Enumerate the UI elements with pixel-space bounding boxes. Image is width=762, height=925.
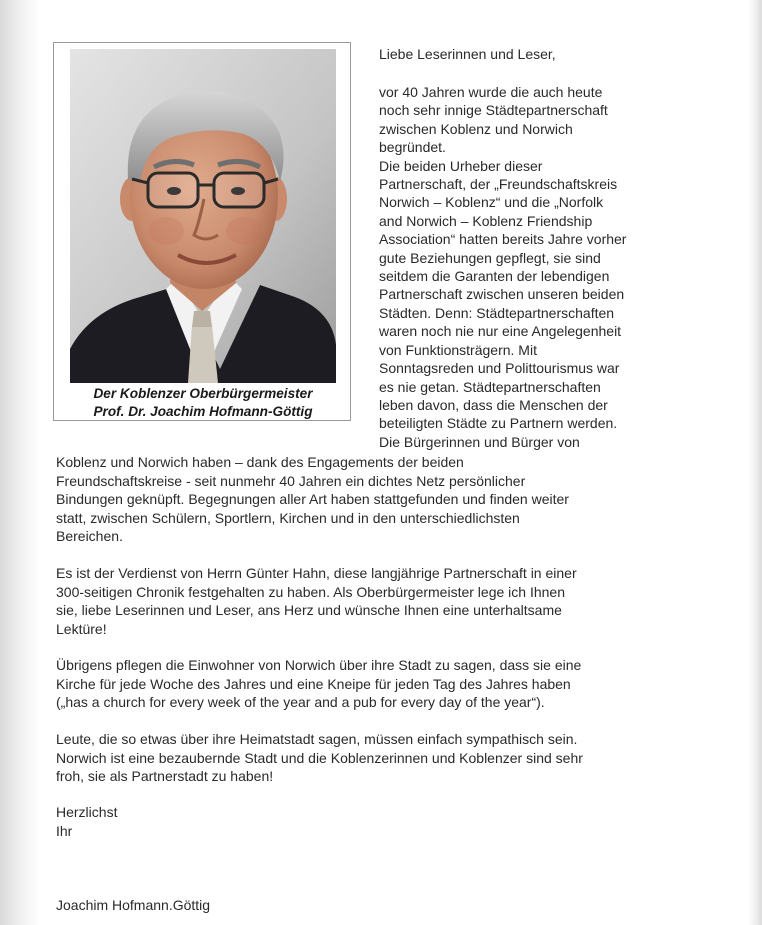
column-line: noch sehr innige Städtepartnerschaft xyxy=(379,102,608,119)
paragraph-line: Norwich ist eine bezaubernde Stadt und die Koblenzerinnen und Koblenzer sind sehr xyxy=(56,749,583,766)
closing-line: Ihr xyxy=(56,822,73,839)
caption-line-2: Prof. Dr. Joachim Hofmann-Göttig xyxy=(93,404,313,419)
column-line: Partnerschaft zwischen unseren beiden xyxy=(379,286,625,303)
column-line: leben davon, dass die Menschen der xyxy=(379,396,608,413)
paragraph-line: sie, liebe Leserinnen und Leser, ans Herz und wünsche Ihnen eine unterhaltsame xyxy=(56,602,562,618)
paragraph-line: Lektüre! xyxy=(56,620,107,637)
column-line: zwischen Koblenz und Norwich xyxy=(379,120,573,137)
column-line: begründet. xyxy=(379,139,446,156)
paragraph-1 xyxy=(56,453,716,546)
photo-caption xyxy=(54,385,352,421)
closing xyxy=(56,803,716,840)
greeting: Liebe Leserinnen und Leser, xyxy=(379,46,556,62)
paragraph-line: Es ist der Verdienst von Herrn Günter Hahn, diese langjährige Partnerschaft in einer xyxy=(56,565,577,581)
column-text xyxy=(379,83,699,451)
column-line: Städten. Denn: Städtepartnerschaften xyxy=(379,304,615,321)
column-line: Partnerschaft, der „Freundschaftskreis xyxy=(379,176,618,193)
column-line: es nie getan. Städtepartnerschaften xyxy=(379,378,601,395)
column-line: Die Bürgerinnen und Bürger von xyxy=(379,433,580,450)
column-line: von Funktionsträgern. Mit xyxy=(379,341,537,358)
signature-name: Joachim Hofmann.Göttig xyxy=(56,897,211,913)
paragraph-line: Leute, die so etwas über ihre Heimatstadt sagen, müssen einfach sympathisch sein. xyxy=(56,731,578,747)
column-line: Norwich – Koblenz“ und die „Norfolk xyxy=(379,194,604,211)
column-line: waren noch nie nur eine Angelegenheit xyxy=(379,323,622,340)
right-column xyxy=(379,45,699,451)
paragraph-4 xyxy=(56,730,716,786)
portrait-photo xyxy=(70,49,336,383)
paragraph-line: Freundschaftskreise - seit nunmehr 40 Jahren ein dichtes Netz persönlicher xyxy=(56,472,526,489)
column-line: beteiligten Städte zu Partnern werden. xyxy=(379,415,618,432)
column-line: Sonntagsreden und Polittourismus war xyxy=(379,360,620,377)
column-line: Die beiden Urheber dieser xyxy=(379,157,543,174)
paragraph-line: Kirche für jede Woche des Jahres und eine Kneipe für jeden Tag des Jahres haben xyxy=(56,675,571,692)
page-edge-shadow xyxy=(0,0,40,925)
paragraph-line: Bindungen geknüpft. Begegnungen aller Art haben stattgefunden und finden weiter xyxy=(56,491,569,507)
photo-frame xyxy=(53,42,351,421)
paragraph-2 xyxy=(56,564,716,638)
column-line: and Norwich – Koblenz Friendship xyxy=(379,212,593,229)
paragraph-line: Übrigens pflegen die Einwohner von Norwich über ihre Stadt zu sagen, dass sie eine xyxy=(56,657,582,673)
paragraph-line: statt, zwischen Schülern, Sportlern, Kirchen und in den unterschiedlichsten xyxy=(56,509,520,526)
column-line: seitdem die Garanten der lebendigen xyxy=(379,268,610,285)
column-line: gute Beziehungen gepflegt, sie sind xyxy=(379,249,601,266)
caption-line-1: Der Koblenzer Oberbürgermeister xyxy=(93,386,313,401)
column-line: vor 40 Jahren wurde die auch heute xyxy=(379,84,603,100)
column-line: Association“ hatten bereits Jahre vorher xyxy=(379,231,627,248)
page-fold xyxy=(748,0,762,925)
paragraph-line: Bereichen. xyxy=(56,528,123,544)
closing-line: Herzlichst xyxy=(56,804,118,820)
paragraph-line: („has a church for every week of the year and a pub for every day of the year“). xyxy=(56,694,545,710)
signature xyxy=(56,896,716,915)
paragraph-3 xyxy=(56,656,716,712)
paragraph-line: 300-seitigen Chronik festgehalten zu haben. Als Oberbürgermeister lege ich Ihnen xyxy=(56,583,565,600)
paragraph-line: Koblenz und Norwich haben – dank des Engagements der beiden xyxy=(56,454,464,470)
paragraph-line: froh, sie als Partnerstadt zu haben! xyxy=(56,768,274,784)
